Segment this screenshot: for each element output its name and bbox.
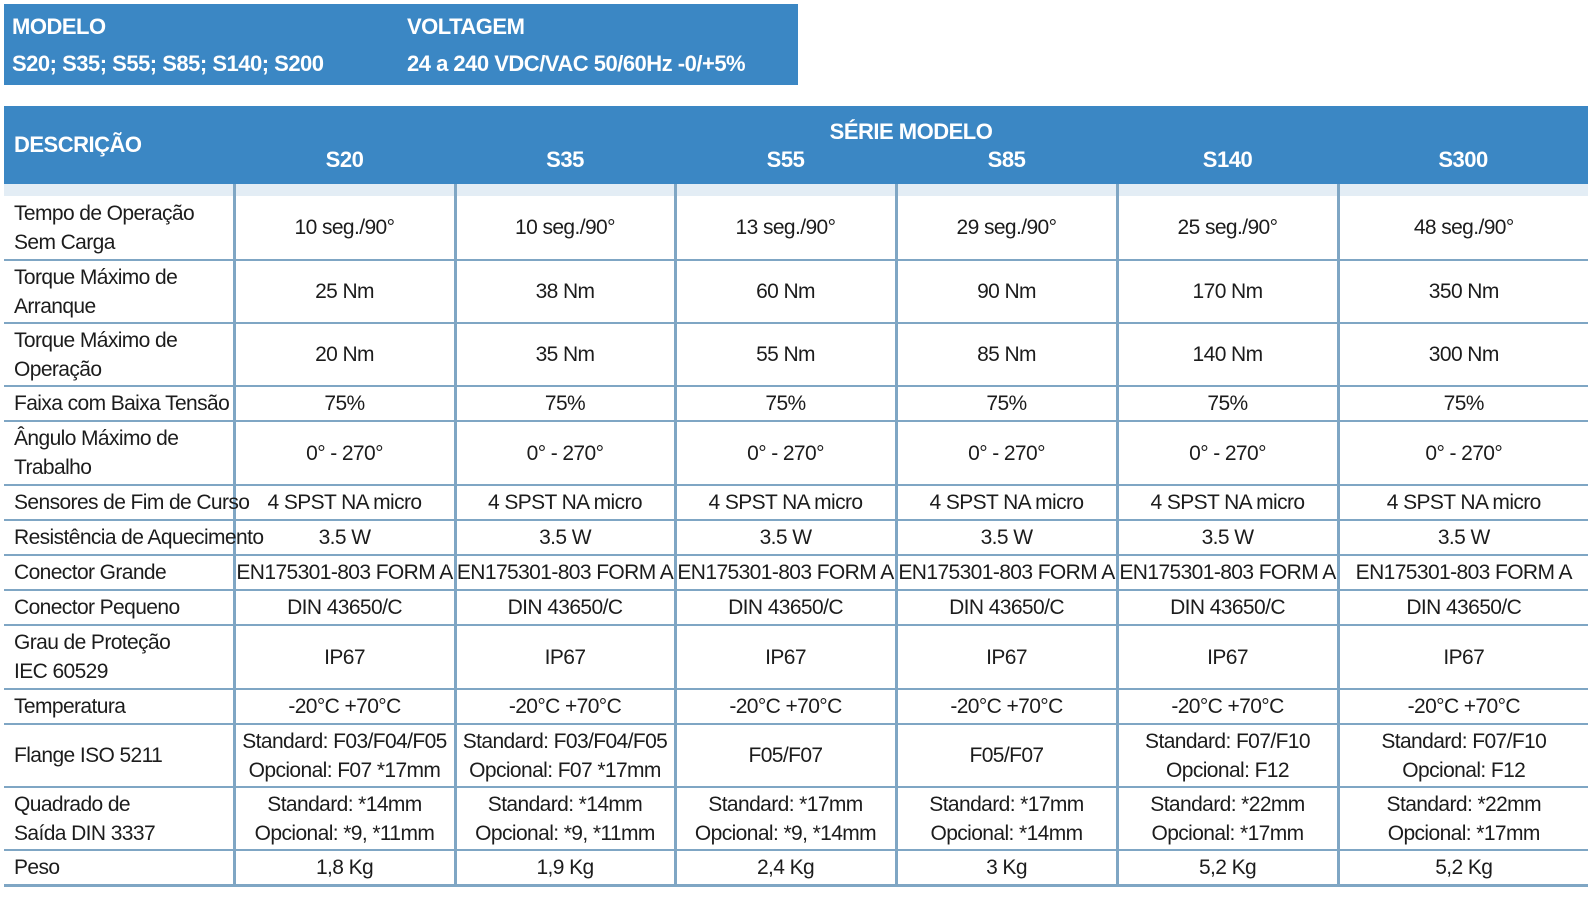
value-cell [234, 625, 455, 689]
cell-line: 0° - 270° [747, 441, 824, 465]
cell-line: IP67 [1207, 645, 1248, 669]
cell-line: Flange ISO 5211 [14, 744, 163, 767]
value-cell [1338, 625, 1588, 689]
value-cell [896, 520, 1117, 555]
cell-line: DIN 43650/C [1406, 596, 1522, 619]
cell-line: 0° - 270° [968, 441, 1045, 465]
cell-line: Standard: *17mm [708, 792, 863, 816]
cell-line: Grau de Proteção [14, 631, 171, 654]
table-row [4, 590, 1588, 625]
value-cell [1338, 590, 1588, 625]
cell-line: Ângulo Máximo de [14, 427, 179, 450]
value-cell [455, 485, 675, 520]
cell-line: 4 SPST NA micro [1386, 491, 1541, 514]
cell-line: 10 seg./90° [294, 216, 395, 239]
row-label [4, 724, 234, 787]
value-cell [1117, 787, 1338, 850]
value-cell [1117, 421, 1338, 485]
cell-line: Resistência de Aquecimento [14, 526, 264, 549]
value-cell [234, 386, 455, 421]
cell-line: 0° - 270° [1189, 441, 1266, 465]
voltagem-label: VOLTAGEM [407, 14, 525, 39]
value-cell [234, 485, 455, 520]
row-label [4, 421, 234, 485]
cell-line: EN175301-803 FORM A [236, 561, 453, 584]
cell-line: 3.5 W [318, 526, 371, 549]
cell-line: 25 seg./90° [1177, 216, 1278, 239]
cell-line: 300 Nm [1428, 343, 1499, 366]
cell-line: Saída DIN 3337 [14, 821, 156, 845]
cell-line: Tempo de Operação [14, 201, 195, 225]
value-cell [675, 590, 896, 625]
cell-line: DIN 43650/C [507, 596, 623, 619]
value-cell [896, 386, 1117, 421]
value-cell [234, 520, 455, 555]
value-cell [1117, 555, 1338, 590]
cell-line: 0° - 270° [526, 441, 604, 465]
cell-line: Standard: F03/F04/F05 [462, 729, 668, 753]
cell-line: IP67 [765, 645, 806, 669]
cell-line: Temperatura [14, 695, 126, 718]
spec-table [4, 106, 1588, 887]
cell-line: EN175301-803 FORM A [898, 561, 1115, 584]
cell-line: Sensores de Fim de Curso [14, 491, 250, 514]
cell-line: 4 SPST NA micro [267, 491, 422, 514]
value-cell [1338, 520, 1588, 555]
table-row [4, 323, 1588, 386]
table-row [4, 724, 1588, 787]
cell-line: DIN 43650/C [287, 596, 402, 619]
value-cell [675, 555, 896, 590]
value-cell [896, 196, 1117, 260]
value-cell [234, 689, 455, 724]
table-row [4, 787, 1588, 850]
cell-line: 75% [544, 392, 586, 415]
cell-line: Opcional: *9, *14mm [694, 821, 877, 845]
cell-line: Torque Máximo de [14, 265, 178, 289]
table-row [4, 625, 1588, 689]
row-label [4, 590, 234, 625]
cell-line: IEC 60529 [14, 660, 108, 683]
value-cell [1117, 625, 1338, 689]
value-cell [455, 421, 675, 485]
table-row [4, 421, 1588, 485]
cell-line: 3.5 W [980, 526, 1033, 549]
cell-line: Standard: F07/F10 [1145, 729, 1310, 753]
value-cell [455, 625, 675, 689]
cell-line: 60 Nm [756, 280, 815, 303]
table-row [4, 555, 1588, 590]
cell-line: -20°C +70°C [1407, 695, 1520, 718]
cell-line: 3.5 W [759, 526, 812, 549]
cell-line: IP67 [324, 645, 365, 669]
model-header: S20 [234, 145, 455, 184]
value-cell [675, 386, 896, 421]
row-label [4, 850, 234, 885]
cell-line: 4 SPST NA micro [488, 491, 642, 514]
value-cell [675, 689, 896, 724]
value-cell [455, 520, 675, 555]
value-cell [1117, 590, 1338, 625]
value-cell [455, 555, 675, 590]
cell-line: -20°C +70°C [950, 695, 1063, 718]
value-cell [234, 555, 455, 590]
value-cell [234, 787, 455, 850]
cell-line: 75% [986, 392, 1027, 415]
table-row [4, 196, 1588, 260]
cell-line: F05/F07 [748, 744, 823, 767]
cell-line: Opcional: F12 [1166, 758, 1289, 782]
row-label [4, 555, 234, 590]
table-row [4, 689, 1588, 724]
cell-line: Conector Pequeno [14, 596, 180, 619]
cell-line: 75% [765, 392, 806, 415]
row-label [4, 520, 264, 555]
value-cell [455, 689, 675, 724]
value-cell [455, 850, 675, 885]
model-header: S55 [675, 145, 896, 184]
cell-line: Arranque [14, 294, 96, 318]
cell-line: Conector Grande [14, 561, 167, 584]
cell-line: Opcional: *9, *11mm [254, 821, 435, 845]
cell-line: 2,4 Kg [756, 855, 815, 879]
voltagem-value: 24 a 240 VDC/VAC 50/60Hz -0/+5% [407, 51, 746, 76]
cell-line: Standard: F03/F04/F05 [242, 729, 447, 753]
cell-line: Sem Carga [14, 230, 115, 254]
cell-line: 29 seg./90° [956, 216, 1057, 239]
cell-line: Operação [14, 357, 102, 381]
cell-line: DIN 43650/C [1170, 596, 1285, 619]
cell-line: 48 seg./90° [1413, 216, 1514, 239]
cell-line: 13 seg./90° [735, 216, 836, 239]
value-cell [1338, 386, 1588, 421]
row-label [4, 689, 234, 724]
value-cell [1117, 520, 1338, 555]
row-label [4, 787, 234, 850]
cell-line: 25 Nm [315, 280, 374, 303]
cell-line: IP67 [1443, 645, 1485, 669]
cell-line: 1,8 Kg [315, 855, 374, 879]
cell-line: 5,2 Kg [1198, 855, 1257, 879]
value-cell [675, 625, 896, 689]
value-cell [896, 590, 1117, 625]
cell-line: 350 Nm [1428, 280, 1499, 303]
value-cell [234, 421, 455, 485]
descricao-header: DESCRIÇÃO [4, 106, 234, 184]
table-row [4, 386, 1588, 421]
value-cell [675, 520, 896, 555]
row-label [4, 260, 234, 323]
cell-line: 75% [1207, 392, 1248, 415]
model-header: S35 [455, 145, 675, 184]
table-row [4, 485, 1588, 520]
value-cell [675, 485, 896, 520]
value-cell [675, 196, 896, 260]
cell-line: Standard: F07/F10 [1381, 729, 1547, 753]
cell-line: 3.5 W [1437, 526, 1490, 549]
cell-line: 35 Nm [535, 343, 595, 366]
row-label [4, 386, 234, 421]
value-cell [455, 260, 675, 323]
value-cell [1117, 485, 1338, 520]
value-cell [1338, 196, 1588, 260]
cell-line: 4 SPST NA micro [929, 491, 1084, 514]
cell-line: Opcional: F07 *17mm [469, 758, 661, 782]
value-cell [455, 590, 675, 625]
value-cell [1117, 323, 1338, 386]
cell-line: Faixa com Baixa Tensão [14, 392, 230, 415]
table-row [4, 850, 1588, 885]
value-cell [1117, 196, 1338, 260]
value-cell [896, 421, 1117, 485]
value-cell [1338, 787, 1588, 850]
cell-line: 20 Nm [315, 343, 374, 366]
value-cell [1338, 555, 1588, 590]
cell-line: Opcional: *9, *11mm [475, 821, 655, 845]
cell-line: 4 SPST NA micro [708, 491, 863, 514]
cell-line: Torque Máximo de [14, 328, 178, 352]
cell-line: Opcional: F12 [1402, 758, 1526, 782]
value-cell [896, 625, 1117, 689]
value-cell [675, 724, 896, 787]
cell-line: 3.5 W [539, 526, 591, 549]
model-header: S300 [1338, 145, 1588, 184]
value-cell [234, 590, 455, 625]
value-cell [1338, 323, 1588, 386]
model-header: S140 [1117, 145, 1338, 184]
cell-line: -20°C +70°C [288, 695, 401, 718]
cell-line: F05/F07 [969, 744, 1044, 767]
value-cell [896, 260, 1117, 323]
row-label [4, 625, 234, 689]
cell-line: -20°C +70°C [729, 695, 842, 718]
value-cell [1338, 260, 1588, 323]
cell-line: 5,2 Kg [1435, 855, 1493, 879]
cell-line: EN175301-803 FORM A [1119, 561, 1336, 584]
cell-line: 170 Nm [1192, 280, 1263, 303]
cell-line: 1,9 Kg [536, 855, 594, 879]
value-cell [234, 260, 455, 323]
cell-line: 85 Nm [977, 343, 1036, 366]
value-cell [675, 787, 896, 850]
cell-line: 75% [1443, 392, 1484, 415]
row-label [4, 323, 234, 386]
value-cell [1338, 689, 1588, 724]
cell-line: Quadrado de [14, 792, 130, 816]
cell-line: 140 Nm [1192, 343, 1263, 366]
cell-line: 55 Nm [756, 343, 815, 366]
value-cell [455, 724, 675, 787]
value-cell [234, 850, 455, 885]
cell-line: Opcional: F07 *17mm [248, 758, 441, 782]
value-cell [896, 689, 1117, 724]
value-cell [455, 323, 675, 386]
cell-line: Trabalho [14, 456, 92, 479]
table-row [4, 260, 1588, 323]
modelo-label: MODELO [12, 14, 106, 39]
cell-line: 4 SPST NA micro [1150, 491, 1305, 514]
cell-line: Standard: *14mm [267, 792, 422, 816]
cell-line: 90 Nm [977, 280, 1036, 303]
row-label [4, 485, 250, 520]
cell-line: IP67 [544, 645, 586, 669]
cell-line: 38 Nm [535, 280, 595, 303]
table-row [4, 520, 1588, 555]
cell-line: Standard: *14mm [487, 792, 643, 816]
value-cell [1338, 485, 1588, 520]
cell-line: EN175301-803 FORM A [456, 561, 674, 584]
value-cell [675, 850, 896, 885]
value-cell [455, 787, 675, 850]
value-cell [896, 724, 1117, 787]
cell-line: Peso [14, 855, 60, 879]
value-cell [234, 196, 455, 260]
value-cell [675, 421, 896, 485]
value-cell [455, 196, 675, 260]
cell-line: 3.5 W [1201, 526, 1254, 549]
cell-line: 75% [324, 392, 365, 415]
cell-line: Standard: *17mm [929, 792, 1084, 816]
cell-line: 0° - 270° [306, 441, 383, 465]
value-cell [1338, 724, 1588, 787]
cell-line: Standard: *22mm [1386, 792, 1541, 816]
cell-line: EN175301-803 FORM A [1355, 561, 1572, 584]
value-cell [896, 555, 1117, 590]
value-cell [234, 724, 455, 787]
value-cell [1117, 850, 1338, 885]
cell-line: -20°C +70°C [1171, 695, 1284, 718]
cell-line: EN175301-803 FORM A [677, 561, 894, 584]
cell-line: Opcional: *17mm [1387, 821, 1540, 845]
cell-line: DIN 43650/C [949, 596, 1064, 619]
row-label [4, 196, 234, 260]
cell-line: DIN 43650/C [728, 596, 843, 619]
cell-line: Opcional: *14mm [930, 821, 1083, 845]
value-cell [1117, 386, 1338, 421]
value-cell [1117, 260, 1338, 323]
value-cell [896, 323, 1117, 386]
cell-line: IP67 [986, 645, 1027, 669]
cell-line: 3 Kg [986, 855, 1027, 879]
cell-line: 0° - 270° [1425, 441, 1503, 465]
value-cell [1338, 421, 1588, 485]
value-cell [1117, 724, 1338, 787]
value-cell [675, 260, 896, 323]
model-voltage-header [4, 4, 798, 85]
cell-line: -20°C +70°C [508, 695, 622, 718]
value-cell [896, 850, 1117, 885]
cell-line: Standard: *22mm [1150, 792, 1305, 816]
cell-line: 10 seg./90° [515, 216, 615, 239]
value-cell [1338, 850, 1588, 885]
cell-line: Opcional: *17mm [1151, 821, 1304, 845]
value-cell [675, 323, 896, 386]
value-cell [896, 485, 1117, 520]
model-header: S85 [896, 145, 1117, 184]
value-cell [1117, 689, 1338, 724]
value-cell [896, 787, 1117, 850]
value-cell [234, 323, 455, 386]
modelo-value: S20; S35; S55; S85; S140; S200 [12, 51, 324, 76]
serie-modelo-header: SÉRIE MODELO [234, 106, 1588, 145]
value-cell [455, 386, 675, 421]
